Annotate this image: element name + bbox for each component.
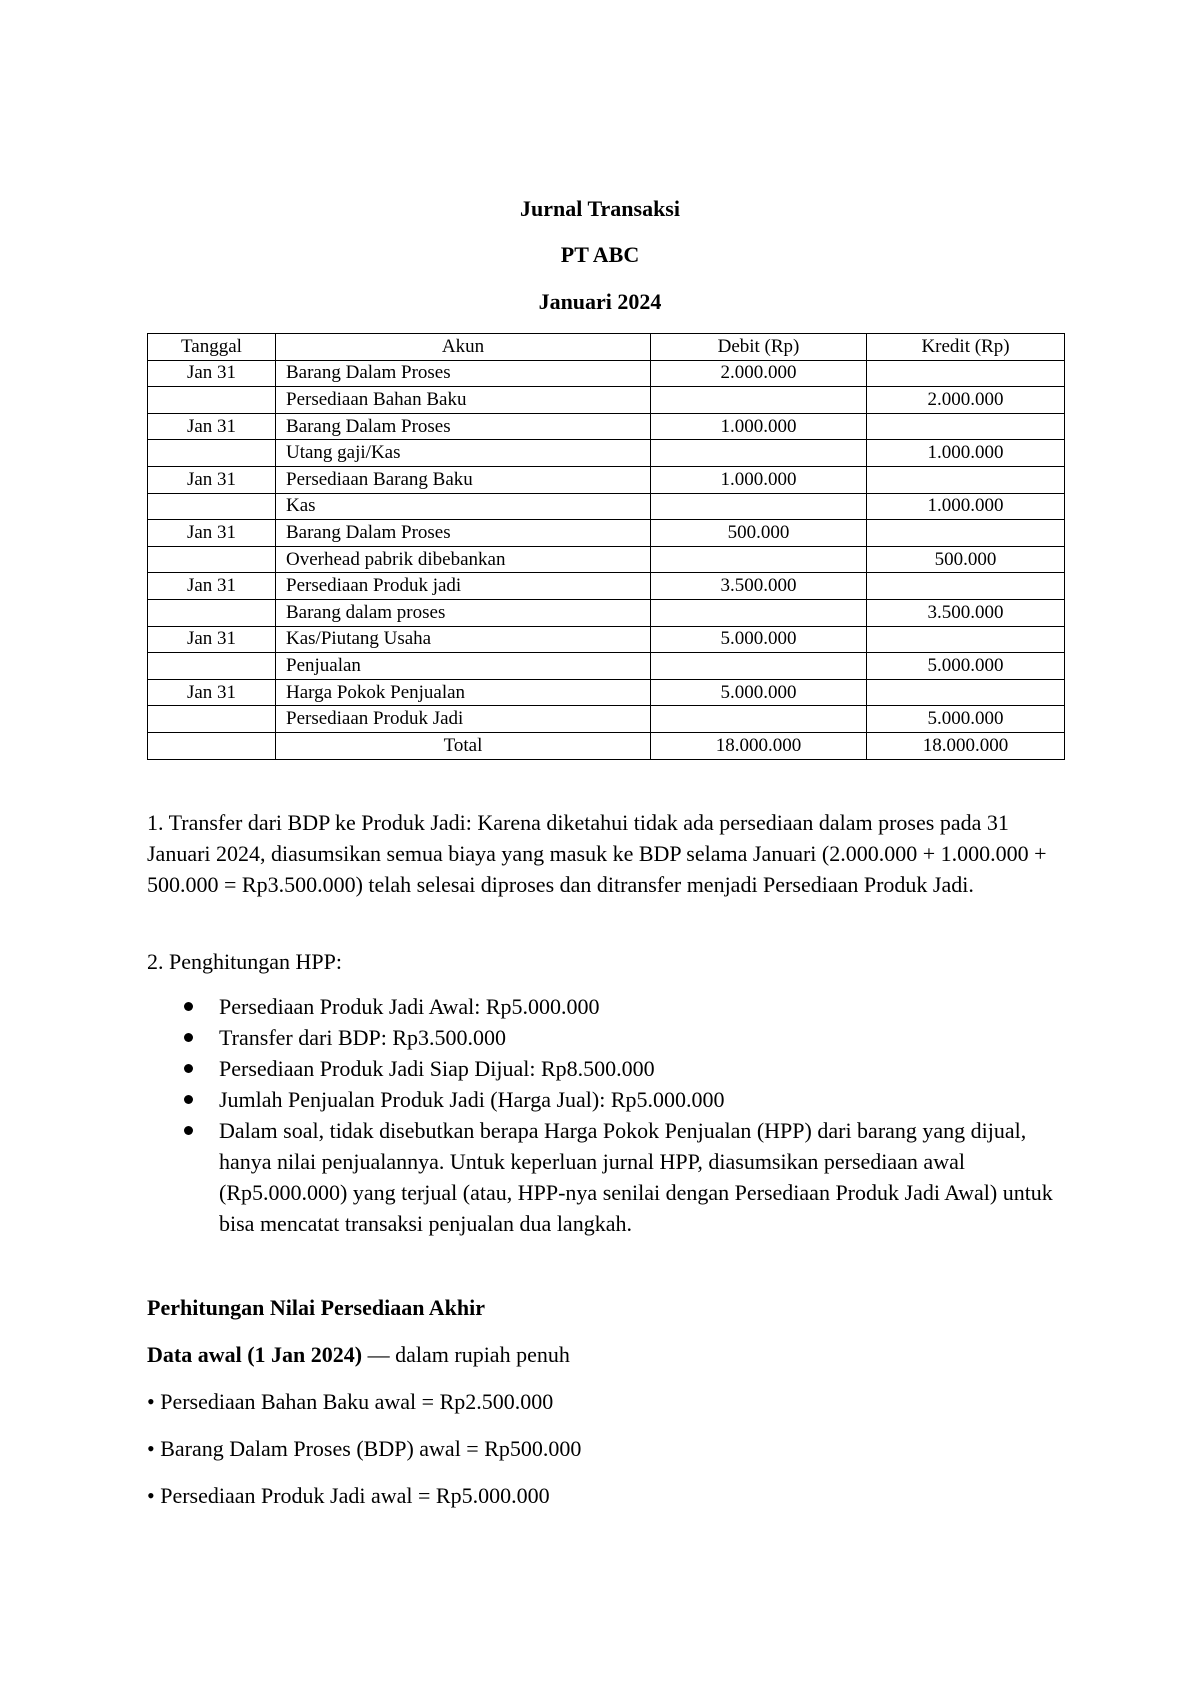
table-row — [148, 546, 1065, 573]
cell-credit — [867, 573, 1065, 600]
note-hpp-heading: 2. Penghitungan HPP: — [147, 949, 342, 974]
data-awal-suffix: — dalam rupiah penuh — [362, 1342, 570, 1367]
cell-credit — [867, 626, 1065, 653]
bullet-icon — [184, 1095, 193, 1104]
cell-date: Jan 31 — [148, 679, 276, 706]
cell-debit: 3.500.000 — [651, 573, 867, 600]
column-header-debit: Debit (Rp) — [651, 334, 867, 361]
cell-account: Barang Dalam Proses — [276, 360, 651, 387]
hpp-bullet-list — [147, 991, 1067, 1239]
cell-credit — [867, 413, 1065, 440]
table-row — [148, 520, 1065, 547]
list-item-text: Jumlah Penjualan Produk Jadi (Harga Jual): Rp5.000.000 — [219, 1087, 725, 1112]
cell-account: Kas — [276, 493, 651, 520]
data-awal-line — [147, 1341, 570, 1369]
total-credit: 18.000.000 — [867, 732, 1065, 759]
list-item-text: Transfer dari BDP: Rp3.500.000 — [219, 1025, 507, 1050]
column-header-credit: Kredit (Rp) — [867, 334, 1065, 361]
cell-credit: 5.000.000 — [867, 706, 1065, 733]
table-row — [148, 599, 1065, 626]
list-item — [147, 1053, 1067, 1084]
inventory-item: • Barang Dalam Proses (BDP) awal = Rp500.000 — [147, 1436, 582, 1461]
cell-credit: 500.000 — [867, 546, 1065, 573]
cell-account: Overhead pabrik dibebankan — [276, 546, 651, 573]
cell-account: Penjualan — [276, 653, 651, 680]
bullet-icon — [184, 1002, 193, 1011]
cell-date — [148, 440, 276, 467]
list-item — [147, 991, 1067, 1022]
cell-credit: 5.000.000 — [867, 653, 1065, 680]
cell-credit: 2.000.000 — [867, 387, 1065, 414]
cell-debit — [651, 440, 867, 467]
cell-debit — [651, 706, 867, 733]
data-awal-label: Data awal (1 Jan 2024) — [147, 1342, 363, 1367]
table-header-row — [148, 334, 1065, 361]
cell-account: Utang gaji/Kas — [276, 440, 651, 467]
cell-date — [148, 599, 276, 626]
cell-debit: 500.000 — [651, 520, 867, 547]
table-row — [148, 679, 1065, 706]
cell-date — [148, 653, 276, 680]
cell-date: Jan 31 — [148, 573, 276, 600]
journal-table — [147, 333, 1065, 760]
cell-debit: 1.000.000 — [651, 466, 867, 493]
column-header-date: Tanggal — [148, 334, 276, 361]
cell-date: Jan 31 — [148, 626, 276, 653]
cell-credit: 3.500.000 — [867, 599, 1065, 626]
inventory-item: • Persediaan Bahan Baku awal = Rp2.500.000 — [147, 1389, 554, 1414]
table-row — [148, 573, 1065, 600]
cell-date: Jan 31 — [148, 413, 276, 440]
table-row — [148, 466, 1065, 493]
cell-debit — [651, 387, 867, 414]
cell-date — [148, 387, 276, 414]
cell-date — [148, 706, 276, 733]
table-row — [148, 493, 1065, 520]
cell-credit — [867, 679, 1065, 706]
cell-debit — [651, 493, 867, 520]
cell-account: Barang dalam proses — [276, 599, 651, 626]
table-row — [148, 653, 1065, 680]
cell-account: Harga Pokok Penjualan — [276, 679, 651, 706]
list-item-text: Dalam soal, tidak disebutkan berapa Harga Pokok Penjualan (HPP) dari barang yang dijual, hanya nilai penjualannya. Untuk keperluan jurnal HPP, diasumsikan persediaan awal (Rp5.000.000) yang terjual (atau, HPP-nya senilai dengan Persediaan Produk Jadi Awal) untuk bisa mencatat transaksi penjualan dua langkah. — [219, 1118, 1053, 1236]
cell-account: Persediaan Bahan Baku — [276, 387, 651, 414]
cell-credit — [867, 360, 1065, 387]
cell-date: Jan 31 — [148, 520, 276, 547]
cell-date — [148, 732, 276, 759]
company-name: PT ABC — [560, 242, 640, 267]
document-title: Jurnal Transaksi — [520, 196, 680, 221]
cell-debit — [651, 599, 867, 626]
list-item-text: Persediaan Produk Jadi Awal: Rp5.000.000 — [219, 994, 600, 1019]
cell-debit: 1.000.000 — [651, 413, 867, 440]
cell-account: Persediaan Produk Jadi — [276, 706, 651, 733]
cell-account: Kas/Piutang Usaha — [276, 626, 651, 653]
table-row — [148, 440, 1065, 467]
cell-debit: 5.000.000 — [651, 679, 867, 706]
table-row — [148, 387, 1065, 414]
cell-debit — [651, 546, 867, 573]
inventory-item: • Persediaan Produk Jadi awal = Rp5.000.000 — [147, 1483, 550, 1508]
cell-date — [148, 493, 276, 520]
bullet-icon — [184, 1126, 193, 1135]
bullet-icon — [184, 1064, 193, 1073]
cell-account: Barang Dalam Proses — [276, 520, 651, 547]
note-transfer-paragraph: 1. Transfer dari BDP ke Produk Jadi: Karena diketahui tidak ada persediaan dalam proses pada 31 Januari 2024, diasumsikan semua biaya yang masuk ke BDP selama Januari (2.000.000 + 1.000.000 + 500.000 = Rp3.500.000) telah selesai diproses dan ditransfer menjadi Persediaan Produk Jadi. — [147, 810, 1047, 897]
column-header-account: Akun — [276, 334, 651, 361]
cell-debit — [651, 653, 867, 680]
cell-account: Barang Dalam Proses — [276, 413, 651, 440]
list-item — [147, 1084, 1067, 1115]
cell-date: Jan 31 — [148, 466, 276, 493]
cell-debit: 2.000.000 — [651, 360, 867, 387]
table-row — [148, 413, 1065, 440]
cell-credit: 1.000.000 — [867, 493, 1065, 520]
cell-debit: 5.000.000 — [651, 626, 867, 653]
table-total-row — [148, 732, 1065, 759]
table-row — [148, 360, 1065, 387]
bullet-icon — [184, 1033, 193, 1042]
cell-credit — [867, 466, 1065, 493]
cell-credit — [867, 520, 1065, 547]
table-row — [148, 706, 1065, 733]
cell-date: Jan 31 — [148, 360, 276, 387]
table-row — [148, 626, 1065, 653]
period-label: Januari 2024 — [538, 289, 662, 314]
cell-credit: 1.000.000 — [867, 440, 1065, 467]
total-label: Total — [276, 732, 651, 759]
list-item-text: Persediaan Produk Jadi Siap Dijual: Rp8.500.000 — [219, 1056, 655, 1081]
cell-account: Persediaan Barang Baku — [276, 466, 651, 493]
cell-account: Persediaan Produk jadi — [276, 573, 651, 600]
list-item — [147, 1115, 1067, 1239]
total-debit: 18.000.000 — [651, 732, 867, 759]
list-item — [147, 1022, 1067, 1053]
cell-date — [148, 546, 276, 573]
section-heading: Perhitungan Nilai Persediaan Akhir — [147, 1295, 485, 1320]
